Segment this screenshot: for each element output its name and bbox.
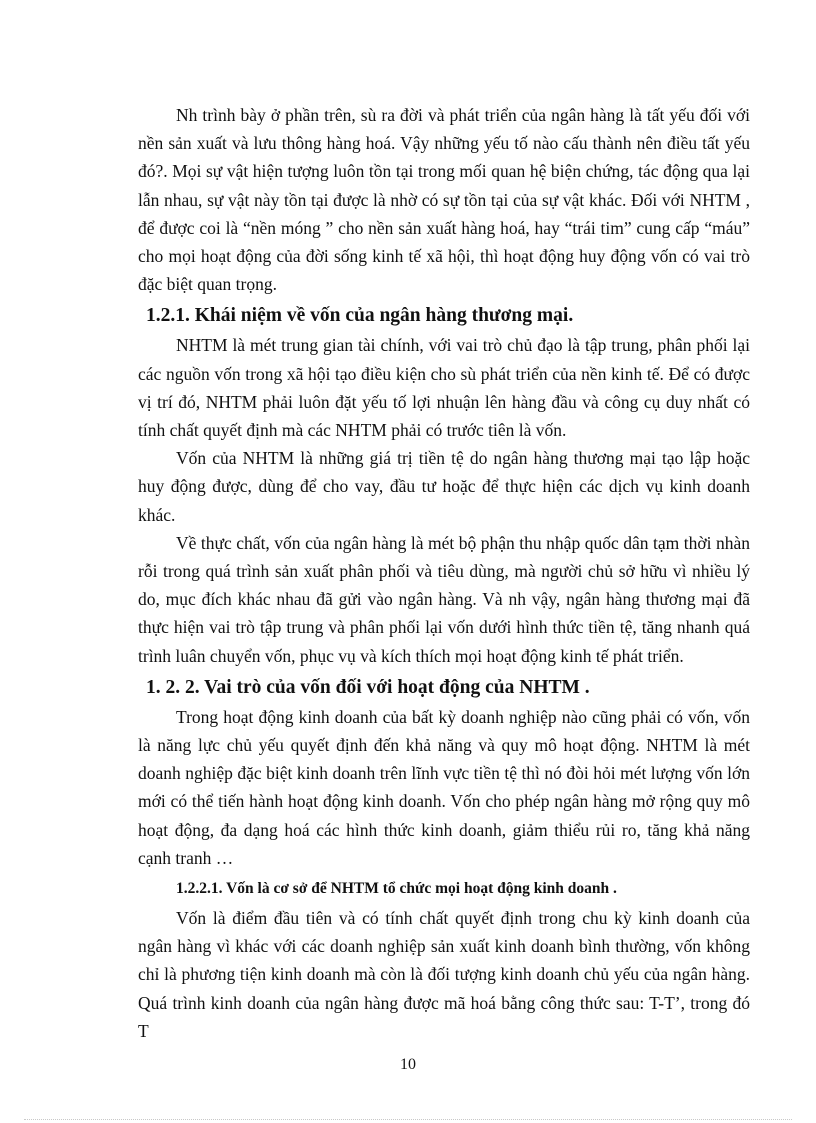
subsection-heading-1-2-2-1: 1.2.2.1. Vốn là cơ sở để NHTM tổ chức mọi hoạt động kinh doanh .	[176, 880, 617, 898]
page-bottom-divider	[24, 1119, 792, 1120]
concept-paragraph-1: NHTM là mét trung gian tài chính, với vai trò chủ đạo là tập trung, phân phối lại các nguồn vốn trong xã hội tạo điều kiện cho sù phát triển của nền kinh tế. Để có được vị trí đó, NHTM phải luôn đặt yếu tố lợi nhuận lên hàng đầu và công cụ duy nhất có tính chất quyết định mà các NHTM phải có trước tiên là vốn.	[138, 335, 750, 441]
concept-paragraph-2: Vốn của NHTM là những giá trị tiền tệ do ngân hàng thương mại tạo lập hoặc huy động được, dùng để cho vay, đầu tư hoặc để thực hiện các dịch vụ kinh doanh khác.	[138, 448, 750, 525]
section-heading-1-2-1: 1.2.1. Khái niệm về vốn của ngân hàng thương mại.	[146, 305, 574, 327]
intro-paragraph: Nh trình bày ở phần trên, sù ra đời và phát triển của ngân hàng là tất yếu đối với nền sản xuất và lưu thông hàng hoá. Vậy những yếu tố nào cấu thành nên điều tất yếu đó?. Mọi sự vật hiện tượng luôn tồn tại trong mối quan hệ biện chứng, tác động qua lại lẫn nhau, sự vật này tồn tại được là nhờ có sự tồn tại của sự vật khác. Đối với NHTM , để được coi là “nền móng ” cho nền sản xuất hàng hoá, hay “trái tim” cung cấp “máu” cho mọi hoạt động của đời sống kinh tế xã hội, thì hoạt động huy động vốn có vai trò đặc biệt quan trọng.	[138, 105, 750, 295]
page-number: 10	[400, 1056, 416, 1073]
role-paragraph-1: Trong hoạt động kinh doanh của bất kỳ doanh nghiệp nào cũng phải có vốn, vốn là năng lực chủ yếu quyết định đến khả năng và quy mô hoạt động. NHTM là mét doanh nghiệp đặc biệt kinh doanh trên lĩnh vực tiền tệ thì nó đòi hỏi mét lượng vốn lớn mới có thể tiến hành hoạt động kinh doanh. Vốn cho phép ngân hàng mở rộng quy mô hoạt động, đa dạng hoá các hình thức kinh doanh, giảm thiểu rủi ro, tăng khả năng cạnh tranh …	[138, 706, 750, 868]
section-heading-1-2-2: 1. 2. 2. Vai trò của vốn đối với hoạt động của NHTM .	[146, 676, 590, 698]
concept-paragraph-3: Về thực chất, vốn của ngân hàng là mét bộ phận thu nhập quốc dân tạm thời nhàn rỗi trong quá trình sản xuất phân phối và tiêu dùng, mà người chủ sở hữu vì nhiều lý do, mục đích khác nhau đã gửi vào ngân hàng. Và nh vậy, ngân hàng thương mại đã thực hiện vai trò tập trung và phân phối lại vốn dưới hình thức tiền tệ, tăng nhanh quá trình luân chuyển vốn, phục vụ và kích thích mọi hoạt động kinh tế phát triển.	[138, 532, 750, 666]
page-body	[138, 101, 750, 1045]
role-paragraph-2: Vốn là điểm đầu tiên và có tính chất quyết định trong chu kỳ kinh doanh của ngân hàng vì khác với các doanh nghiệp sản xuất kinh doanh bình thường, vốn không chỉ là phương tiện kinh doanh mà còn là đối tượng kinh doanh chủ yếu của ngân hàng. Quá trình kinh doanh của ngân hàng được mã hoá bằng công thức sau: T-T’, trong đó T	[138, 908, 750, 1041]
